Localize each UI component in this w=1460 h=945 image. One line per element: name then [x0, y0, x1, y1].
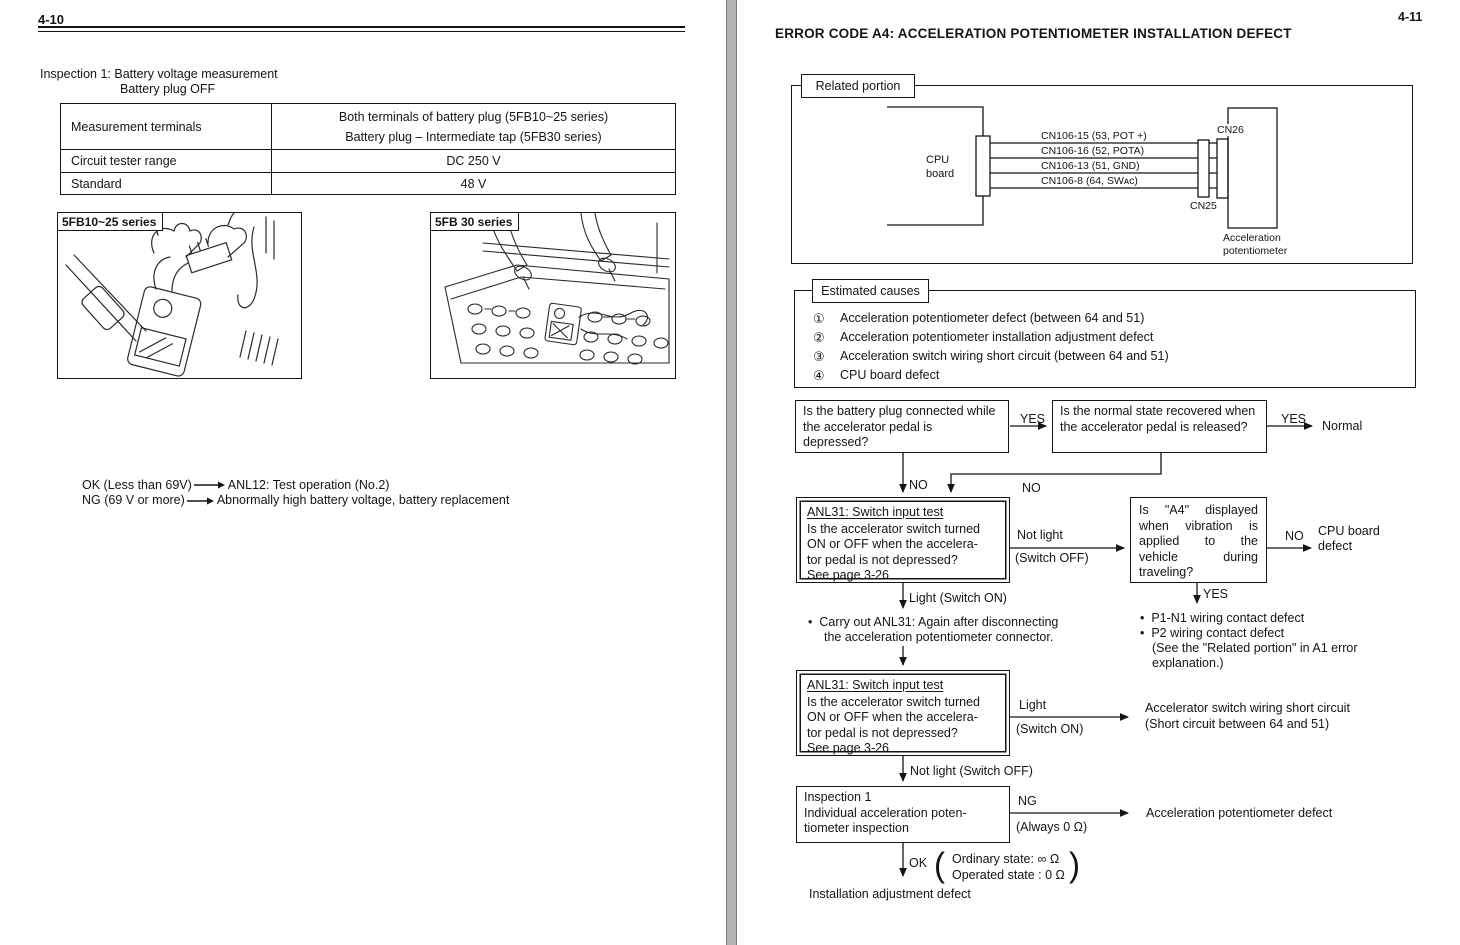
wire-label-2: CN106-16 (52, POTA) — [1041, 145, 1145, 157]
table-row — [61, 104, 675, 149]
result-p2-note-line2: explanation.) — [1152, 656, 1224, 670]
result-short-circuit-line1: Accelerator switch wiring short circuit — [1145, 701, 1350, 715]
figure-5fb10-25 — [57, 212, 302, 379]
cause-text: Acceleration potentiometer installation adjustment defect — [840, 330, 1154, 344]
paren-close: ) — [1069, 845, 1080, 884]
wire-label-4: CN106-8 (64, SWᴀᴄ) — [1041, 175, 1138, 187]
cause-text: Acceleration switch wiring short circuit (between 64 and 51) — [840, 349, 1169, 363]
table-value-line: Both terminals of battery plug (5FB10~25 series) — [338, 109, 609, 124]
table-row-label: Circuit tester range — [61, 150, 272, 172]
cause-number: ④ — [813, 368, 825, 383]
right-page-number: 4-11 — [1398, 10, 1423, 24]
battery-test-illustration-1 — [58, 213, 301, 378]
cn26-label: CN26 — [1217, 124, 1244, 136]
battery-test-illustration-2 — [431, 213, 675, 378]
label-no-3: NO — [1285, 529, 1304, 543]
cn25-label: CN25 — [1190, 200, 1217, 212]
flow-box-anl31-second: ANL31: Switch input test Is the accelerator switch turned ON or OFF when the accelera- tor pedal is not depressed? See page 3-26 — [796, 670, 1010, 756]
ng-condition: NG (69 V or more) — [82, 493, 185, 507]
cause-item-1 — [813, 311, 1144, 326]
label-not-light: Not light — [1017, 528, 1063, 542]
cause-item-4 — [813, 368, 939, 383]
arrow-icon — [186, 493, 216, 505]
wire-label-1: CN106-15 (53, POT +) — [1041, 130, 1147, 142]
label-always-0-ohm: (Always 0 Ω) — [1016, 820, 1088, 834]
table-row — [61, 172, 675, 194]
figure-label: 5FB 30 series — [431, 213, 519, 231]
note-carry-out-line2: the acceleration potentiometer connector. — [824, 630, 1054, 644]
page-gutter — [726, 0, 737, 945]
result-cpu-board-defect: CPU board defect — [1318, 524, 1380, 553]
cause-number: ① — [813, 311, 825, 326]
label-switch-on: (Switch ON) — [1016, 722, 1084, 736]
wire-label-3: CN106-13 (51, GND) — [1041, 160, 1140, 172]
left-page-number: 4-10 — [38, 12, 65, 27]
ok-condition: OK (Less than 69V) — [82, 478, 192, 492]
result-short-circuit-line2: (Short circuit between 64 and 51) — [1145, 717, 1330, 731]
label-operated-state: Operated state : 0 Ω — [952, 868, 1065, 882]
ng-action: Abnormally high battery voltage, battery replacement — [216, 493, 510, 507]
result-ng-line — [82, 493, 509, 508]
label-yes-3: YES — [1203, 587, 1229, 601]
label-normal: Normal — [1322, 419, 1363, 433]
inspection-heading-line2: Battery plug OFF — [120, 82, 216, 96]
note-carry-out: • Carry out ANL31: Again after disconnecting — [808, 615, 1059, 629]
table-value-line: Battery plug – Intermediate tap (5FB30 series) — [345, 129, 602, 144]
figure-label: 5FB10~25 series — [58, 213, 163, 231]
anl31-title: ANL31: Switch input test — [807, 678, 944, 692]
error-code-title: ERROR CODE A4: ACCELERATION POTENTIOMETER INSTALLATION DEFECT — [775, 26, 1292, 41]
flow-box-battery-plug: Is the battery plug connected while the accelerator pedal is depressed? — [795, 400, 1009, 453]
result-pot-defect: Acceleration potentiometer defect — [1146, 806, 1333, 820]
flow-box-anl31-first: ANL31: Switch input test Is the accelerator switch turned ON or OFF when the accelera- tor pedal is not depressed? See page 3-26 — [796, 497, 1010, 583]
label-no-2: NO — [1022, 481, 1041, 495]
paren-open: ( — [934, 845, 945, 884]
label-not-light-switch-off: Not light (Switch OFF) — [910, 764, 1033, 778]
cpu-board-label: CPU board — [926, 154, 955, 180]
potentiometer-label: Acceleration potentiometer — [1223, 232, 1288, 257]
result-p2: • P2 wiring contact defect — [1140, 626, 1285, 640]
label-light-switch-on: Light (Switch ON) — [909, 591, 1007, 605]
label-no-1: NO — [909, 478, 928, 492]
table-row-value: DC 250 V — [446, 154, 501, 168]
cause-number: ③ — [813, 349, 825, 364]
header-rule — [38, 26, 685, 32]
table-row-label: Measurement terminals — [61, 104, 272, 149]
label-switch-off: (Switch OFF) — [1015, 551, 1089, 565]
cause-text: Acceleration potentiometer defect (between 64 and 51) — [840, 311, 1145, 325]
cause-item-2 — [813, 330, 1153, 345]
estimated-causes-tag: Estimated causes — [812, 279, 929, 303]
label-yes-2: YES — [1281, 412, 1307, 426]
result-p2-note-line1: (See the "Related portion" in A1 error — [1152, 641, 1358, 655]
arrow-icon — [193, 480, 227, 490]
label-ordinary-state: Ordinary state: ∞ Ω — [952, 852, 1060, 866]
ok-action: ANL12: Test operation (No.2) — [227, 478, 390, 492]
result-p1n1: • P1-N1 wiring contact defect — [1140, 611, 1305, 625]
result-ok-line — [82, 478, 389, 493]
table-row-label: Standard — [61, 173, 272, 194]
label-light: Light — [1019, 698, 1047, 712]
figure-5fb30 — [430, 212, 676, 379]
anl31-title: ANL31: Switch input test — [807, 505, 944, 519]
label-yes-1: YES — [1020, 412, 1046, 426]
flow-box-inspection-1: Inspection 1 Individual acceleration poten- tiometer inspection — [796, 786, 1010, 843]
related-portion-tag: Related portion — [801, 74, 915, 98]
flow-box-a4-displayed: Is "A4" displayed when vibration is applied to the vehicle during traveling? — [1130, 497, 1267, 583]
measurement-table — [60, 103, 676, 195]
label-ok: OK — [909, 856, 928, 870]
cause-item-3 — [813, 349, 1169, 364]
result-installation-defect: Installation adjustment defect — [809, 887, 971, 901]
table-row-value — [272, 104, 675, 149]
inspection-heading-line1: Inspection 1: Battery voltage measurement — [40, 67, 278, 81]
table-row — [61, 149, 675, 172]
table-row-value: 48 V — [460, 176, 487, 191]
cause-number: ② — [813, 330, 825, 345]
cause-text: CPU board defect — [840, 368, 940, 382]
flow-box-normal-state: Is the normal state recovered when the accelerator pedal is released? — [1052, 400, 1267, 453]
label-ng: NG — [1018, 794, 1037, 808]
